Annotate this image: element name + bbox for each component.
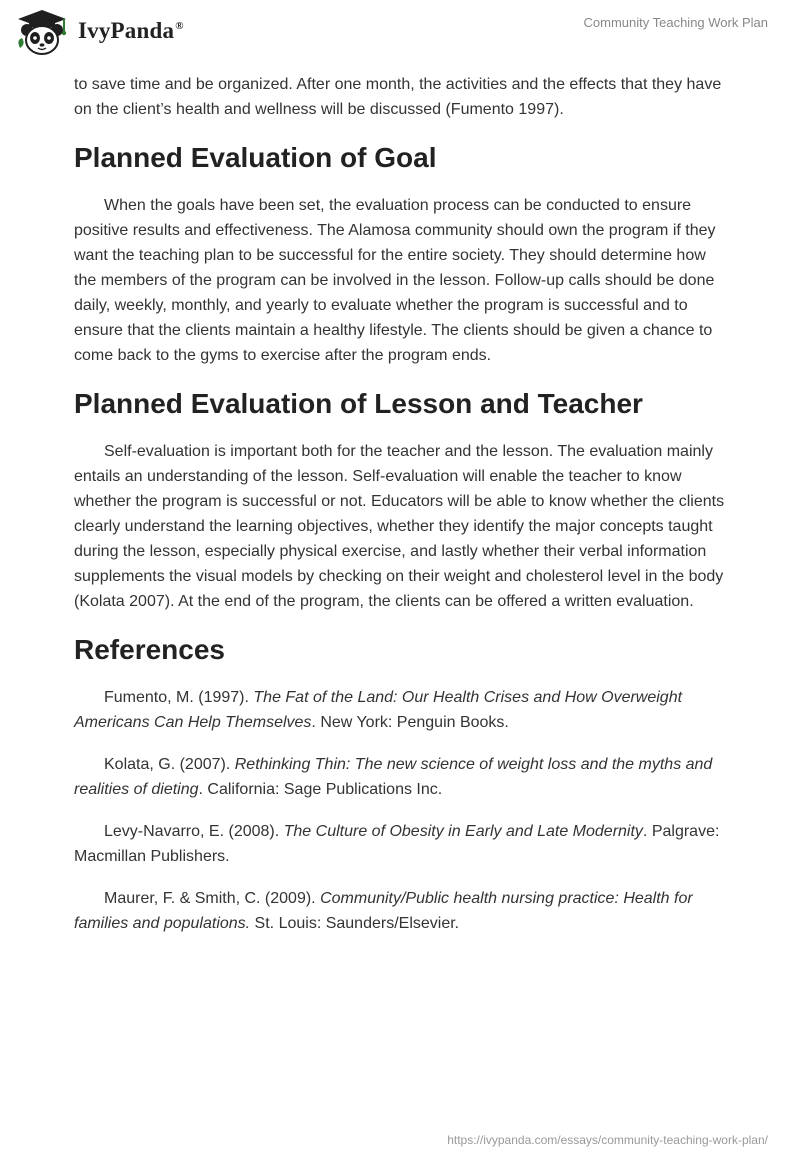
reference-item: Levy-Navarro, E. (2008). The Culture of Obesity in Early and Late Modernity. Palgrave: Macmillan Publishers. (74, 823, 720, 865)
reference-item: Kolata, G. (2007). Rethinking Thin: The new science of weight loss and the myths and realities of dieting. California: Sage Publications Inc. (74, 756, 713, 798)
essay-body (74, 72, 730, 953)
reference-item: Maurer, F. & Smith, C. (2009). Community/Public health nursing practice: Health for families and populations. St. Louis: Saunders/Elsevier. (74, 890, 693, 932)
section-heading-goal: Planned Evaluation of Goal (74, 142, 437, 173)
running-title: Community Teaching Work Plan (583, 15, 768, 30)
references-heading: References (74, 634, 225, 665)
section-paragraph-lesson-teacher: Self-evaluation is important both for the teacher and the lesson. The evaluation mainly entails an understanding of the lesson. Self-evaluation will enable the teacher to know whether the program is successful or not. Educators will be able to know whether the clients clearly understand the learning objectives, whether they identify the major concepts taught during the lesson, especially physical exercise, and lastly whether their verbal information supplements the visual models by checking on their weight and cholesterol level in the body (Kolata 2007). At the end of the program, the clients can be offered a written evaluation. (74, 443, 725, 610)
page-header (0, 0, 800, 70)
source-url[interactable]: https://ivypanda.com/essays/community-teaching-work-plan/ (447, 1133, 768, 1147)
panda-logo-icon[interactable] (14, 8, 70, 56)
reference-item: Fumento, M. (1997). The Fat of the Land: Our Health Crises and How Overweight Americans Can Help Themselves. New York: Penguin Books. (74, 689, 683, 731)
section-heading-lesson-teacher: Planned Evaluation of Lesson and Teacher (74, 388, 643, 419)
reference-list (74, 685, 730, 936)
intro-paragraph: to save time and be organized. After one month, the activities and the effects that they have on the client’s health and wellness will be discussed (Fumento 1997). (74, 76, 722, 118)
section-paragraph-goal: When the goals have been set, the evaluation process can be conducted to ensure positive results and effectiveness. The Alamosa community should own the program if they want the teaching plan to be successful for the entire society. They should determine how the members of the program can be involved in the lesson. Follow-up calls should be done daily, weekly, monthly, and yearly to evaluate whether the program is successful and to ensure that the clients maintain a healthy lifestyle. The clients should be given a chance to come back to the gyms to exercise after the program ends. (74, 197, 716, 364)
brand-name[interactable]: IvyPanda® (78, 18, 184, 43)
